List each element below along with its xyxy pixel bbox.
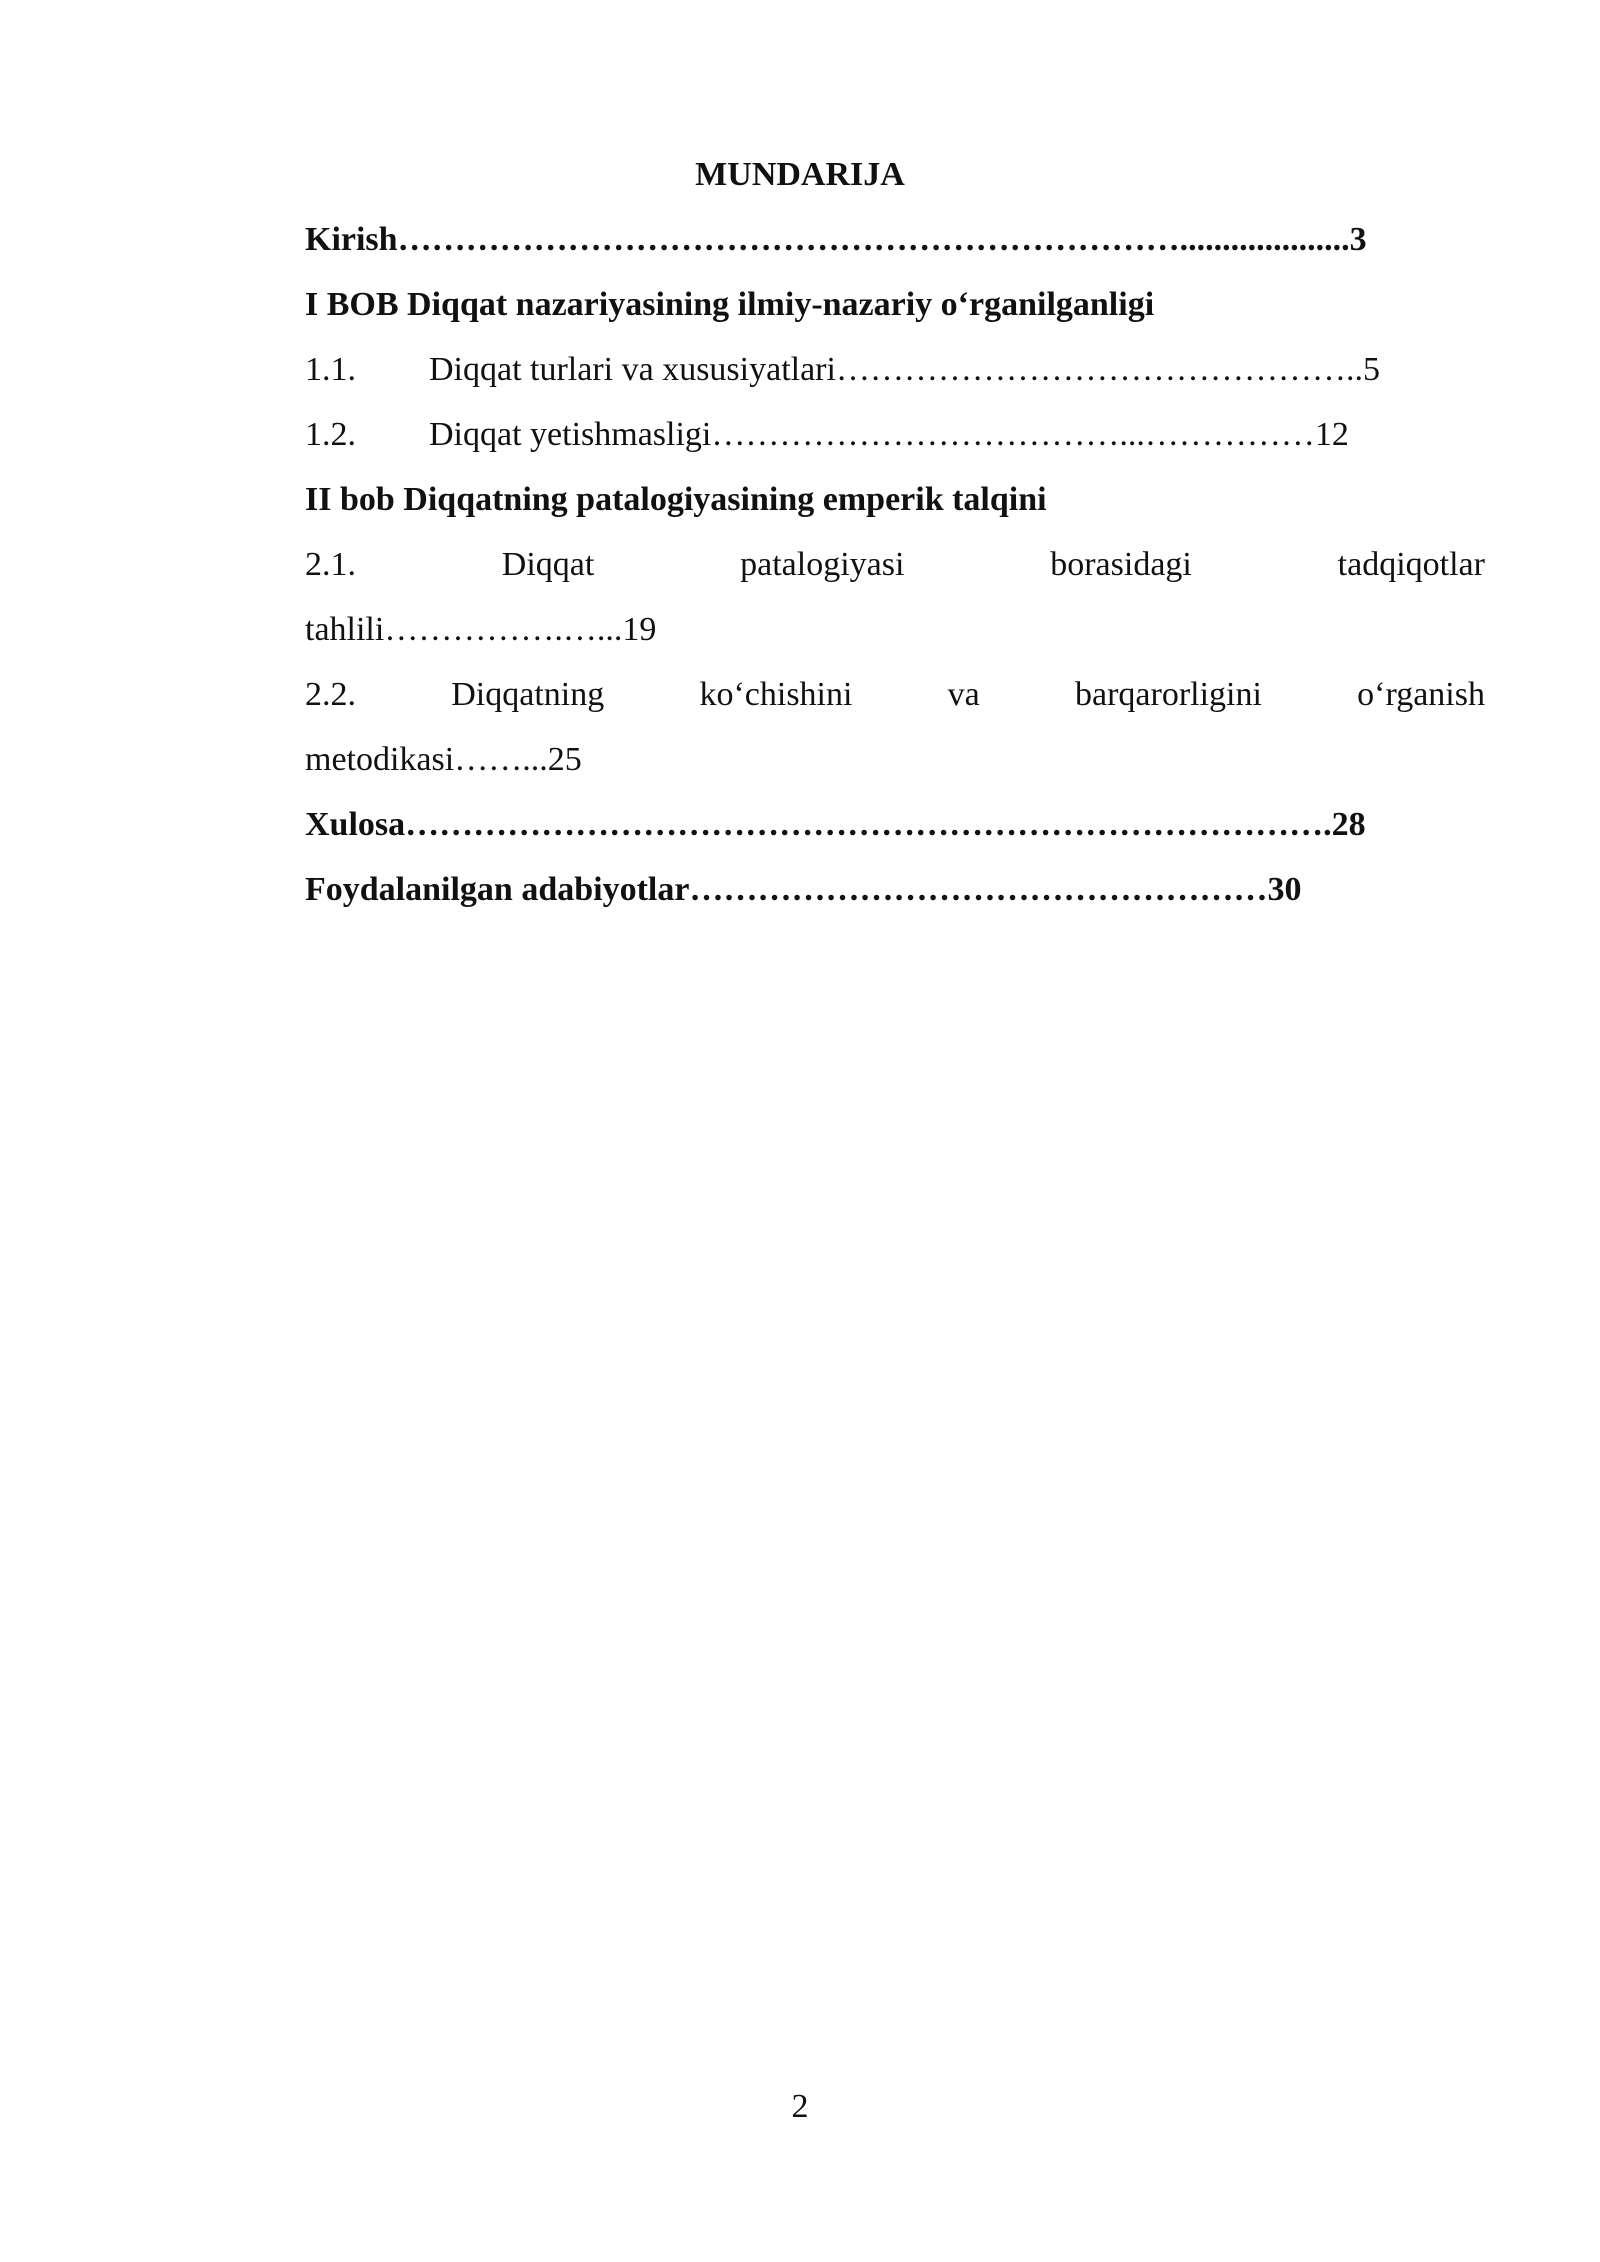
toc-entry-1-2 (305, 410, 1485, 460)
toc-entry-adabiyotlar: Foydalanilgan adabiyotlar……………………………………………30 (305, 871, 1302, 908)
toc-entry-number: 2.2. (305, 676, 356, 713)
toc-entry-kirish: Kirish……………………………………………………………....................3 (305, 221, 1367, 258)
toc-entry-xulosa: Xulosa……………………………………………………………………….28 (305, 806, 1366, 843)
toc-entry-word: Diqqat (501, 546, 595, 583)
page-number: 2 (791, 2088, 809, 2125)
toc-entry-2-1-continuation: tahlili…………….…...19 (305, 611, 657, 648)
toc-entry-number: 1.2. (305, 416, 356, 453)
toc-entry-text: Diqqat yetishmasligi………………………………...……………12 (429, 416, 1349, 453)
toc-entry-word: ko‘chishini (699, 676, 853, 713)
toc-entry-number: 2.1. (305, 546, 356, 583)
toc-entry-word: patalogiyasi (740, 546, 905, 583)
toc-entry-2-2 (305, 670, 1485, 720)
toc-entry-word: o‘rganish (1357, 676, 1485, 713)
toc-entry-text: Diqqat turlari va xususiyatlari………………………………………..5 (429, 351, 1380, 388)
toc-entry-word: barqarorligini (1075, 676, 1262, 713)
toc-entry-word: borasidagi (1050, 546, 1192, 583)
toc-entry-1-1 (305, 345, 1485, 395)
toc-title: MUNDARIJA (695, 156, 905, 193)
toc-entry-2-2-continuation: metodikasi……...25 (305, 741, 582, 778)
toc-entry-word: va (947, 676, 980, 713)
toc-entry-2-1 (305, 540, 1485, 590)
toc-entry-number: 1.1. (305, 351, 356, 388)
toc-chapter-1: I BOB Diqqat nazariyasining ilmiy-nazariy o‘rganilganligi (305, 286, 1155, 323)
toc-chapter-2: II bob Diqqatning patalogiyasining emperik talqini (305, 481, 1047, 518)
toc-entry-word: Diqqatning (451, 676, 605, 713)
toc-entry-word: tadqiqotlar (1337, 546, 1485, 583)
